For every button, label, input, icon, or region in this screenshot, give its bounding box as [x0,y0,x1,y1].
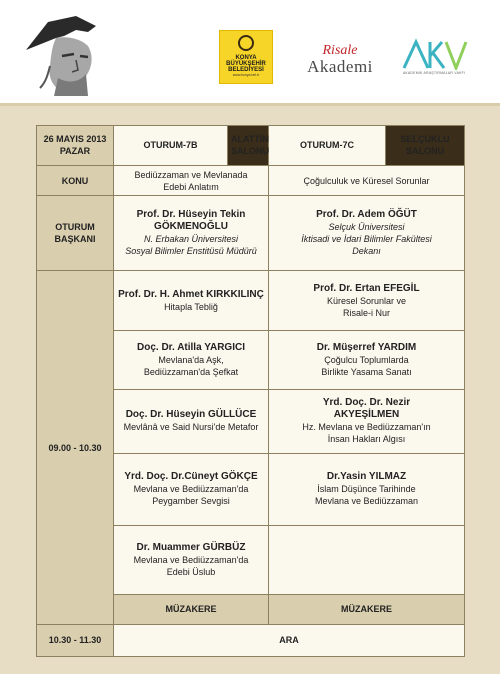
speaker-left: Doç. Dr. Atilla YARGICI Mevlana'da Aşk, Bediüzzaman'da Şefkat [114,331,269,390]
right-session-title: OTURUM-7C [269,126,386,166]
topic-row [37,165,465,196]
speaker-right-empty [269,525,465,594]
speaker-right: Dr. Müşerref YARDIM Çoğulcu Toplumlarda Birlikte Yasama Sanatı [269,331,465,390]
speaker-right: Yrd. Doç. Dr. Nezir AKYEŞİLMEN Hz. Mevlana ve Bediüzzaman'ın İnsan Hakları Algısı [269,389,465,453]
speaker-right: Prof. Dr. Ertan EFEGİL Küresel Sorunlar ve Risale-i Nur [269,271,465,331]
muzakere-left: MÜZAKERE [114,594,269,624]
speaker-left: Doç. Dr. Hüseyin GÜLLÜCE Mevlânâ ve Said Nursi'de Metafor [114,389,269,453]
left-chair: Prof. Dr. Hüseyin Tekin GÖKMENOĞLU N. Erbakan Üniversitesi Sosyal Bilimler Enstitüsü Müdürü [114,196,269,271]
speaker-row [37,271,465,331]
speaker-right: Dr.Yasin YILMAZ İslam Düşünce Tarihinde Mevlana ve Bediüzzaman [269,453,465,525]
left-topic: Bediüzzaman ve Mevlanada Edebi Anlatım [114,165,269,196]
konya-logo: KONYA BÜYÜKŞEHİR BELEDİYESİ www.konya.bel.tr [219,30,273,84]
left-salon-badge: ALATTİN SALONU [228,126,269,166]
chair-row [37,196,465,271]
speaker-left: Dr. Muammer GÜRBÜZ Mevlana ve Bediüzzaman'da Edebi Üslub [114,525,269,594]
konu-label: KONU [37,165,114,196]
akv-logo: AKADEMİK ARAŞTIRMALAR VAKFI [400,38,468,80]
akv-mark-icon [400,38,468,70]
header-divider [0,103,500,106]
baskan-label: OTURUM BAŞKANI [37,196,114,271]
konya-emblem-icon [238,35,254,51]
speaker-left: Prof. Dr. H. Ahmet KIRKKILINÇ Hitapla Tebliğ [114,271,269,331]
left-session-title: OTURUM-7B [114,126,228,166]
right-topic: Çoğulculuk ve Küresel Sorunlar [269,165,465,196]
right-chair: Prof. Dr. Adem ÖĞÜT Selçuk Üniversitesi İktisadi ve İdari Bilimler Fakültesi Dekanı [269,196,465,271]
header-band [0,0,500,103]
risale-akademi-logo: Risale Akademi [307,43,373,76]
portrait-logo [18,10,118,98]
muzakere-right: MÜZAKERE [269,594,465,624]
date-cell: 26 MAYIS 2013 PAZAR [37,126,114,166]
session-header-row [37,126,465,166]
time-main: 09.00 - 10.30 [37,271,114,625]
time-break: 10.30 - 11.30 [37,624,114,656]
speaker-left: Yrd. Doç. Dr.Cüneyt GÖKÇE Mevlana ve Bediüzzaman'da Peygamber Sevgisi [114,453,269,525]
program-table [36,125,465,657]
break-row [37,624,465,656]
ara-cell: ARA [114,624,465,656]
right-salon-badge: SELÇUKLU SALONU [386,126,465,166]
